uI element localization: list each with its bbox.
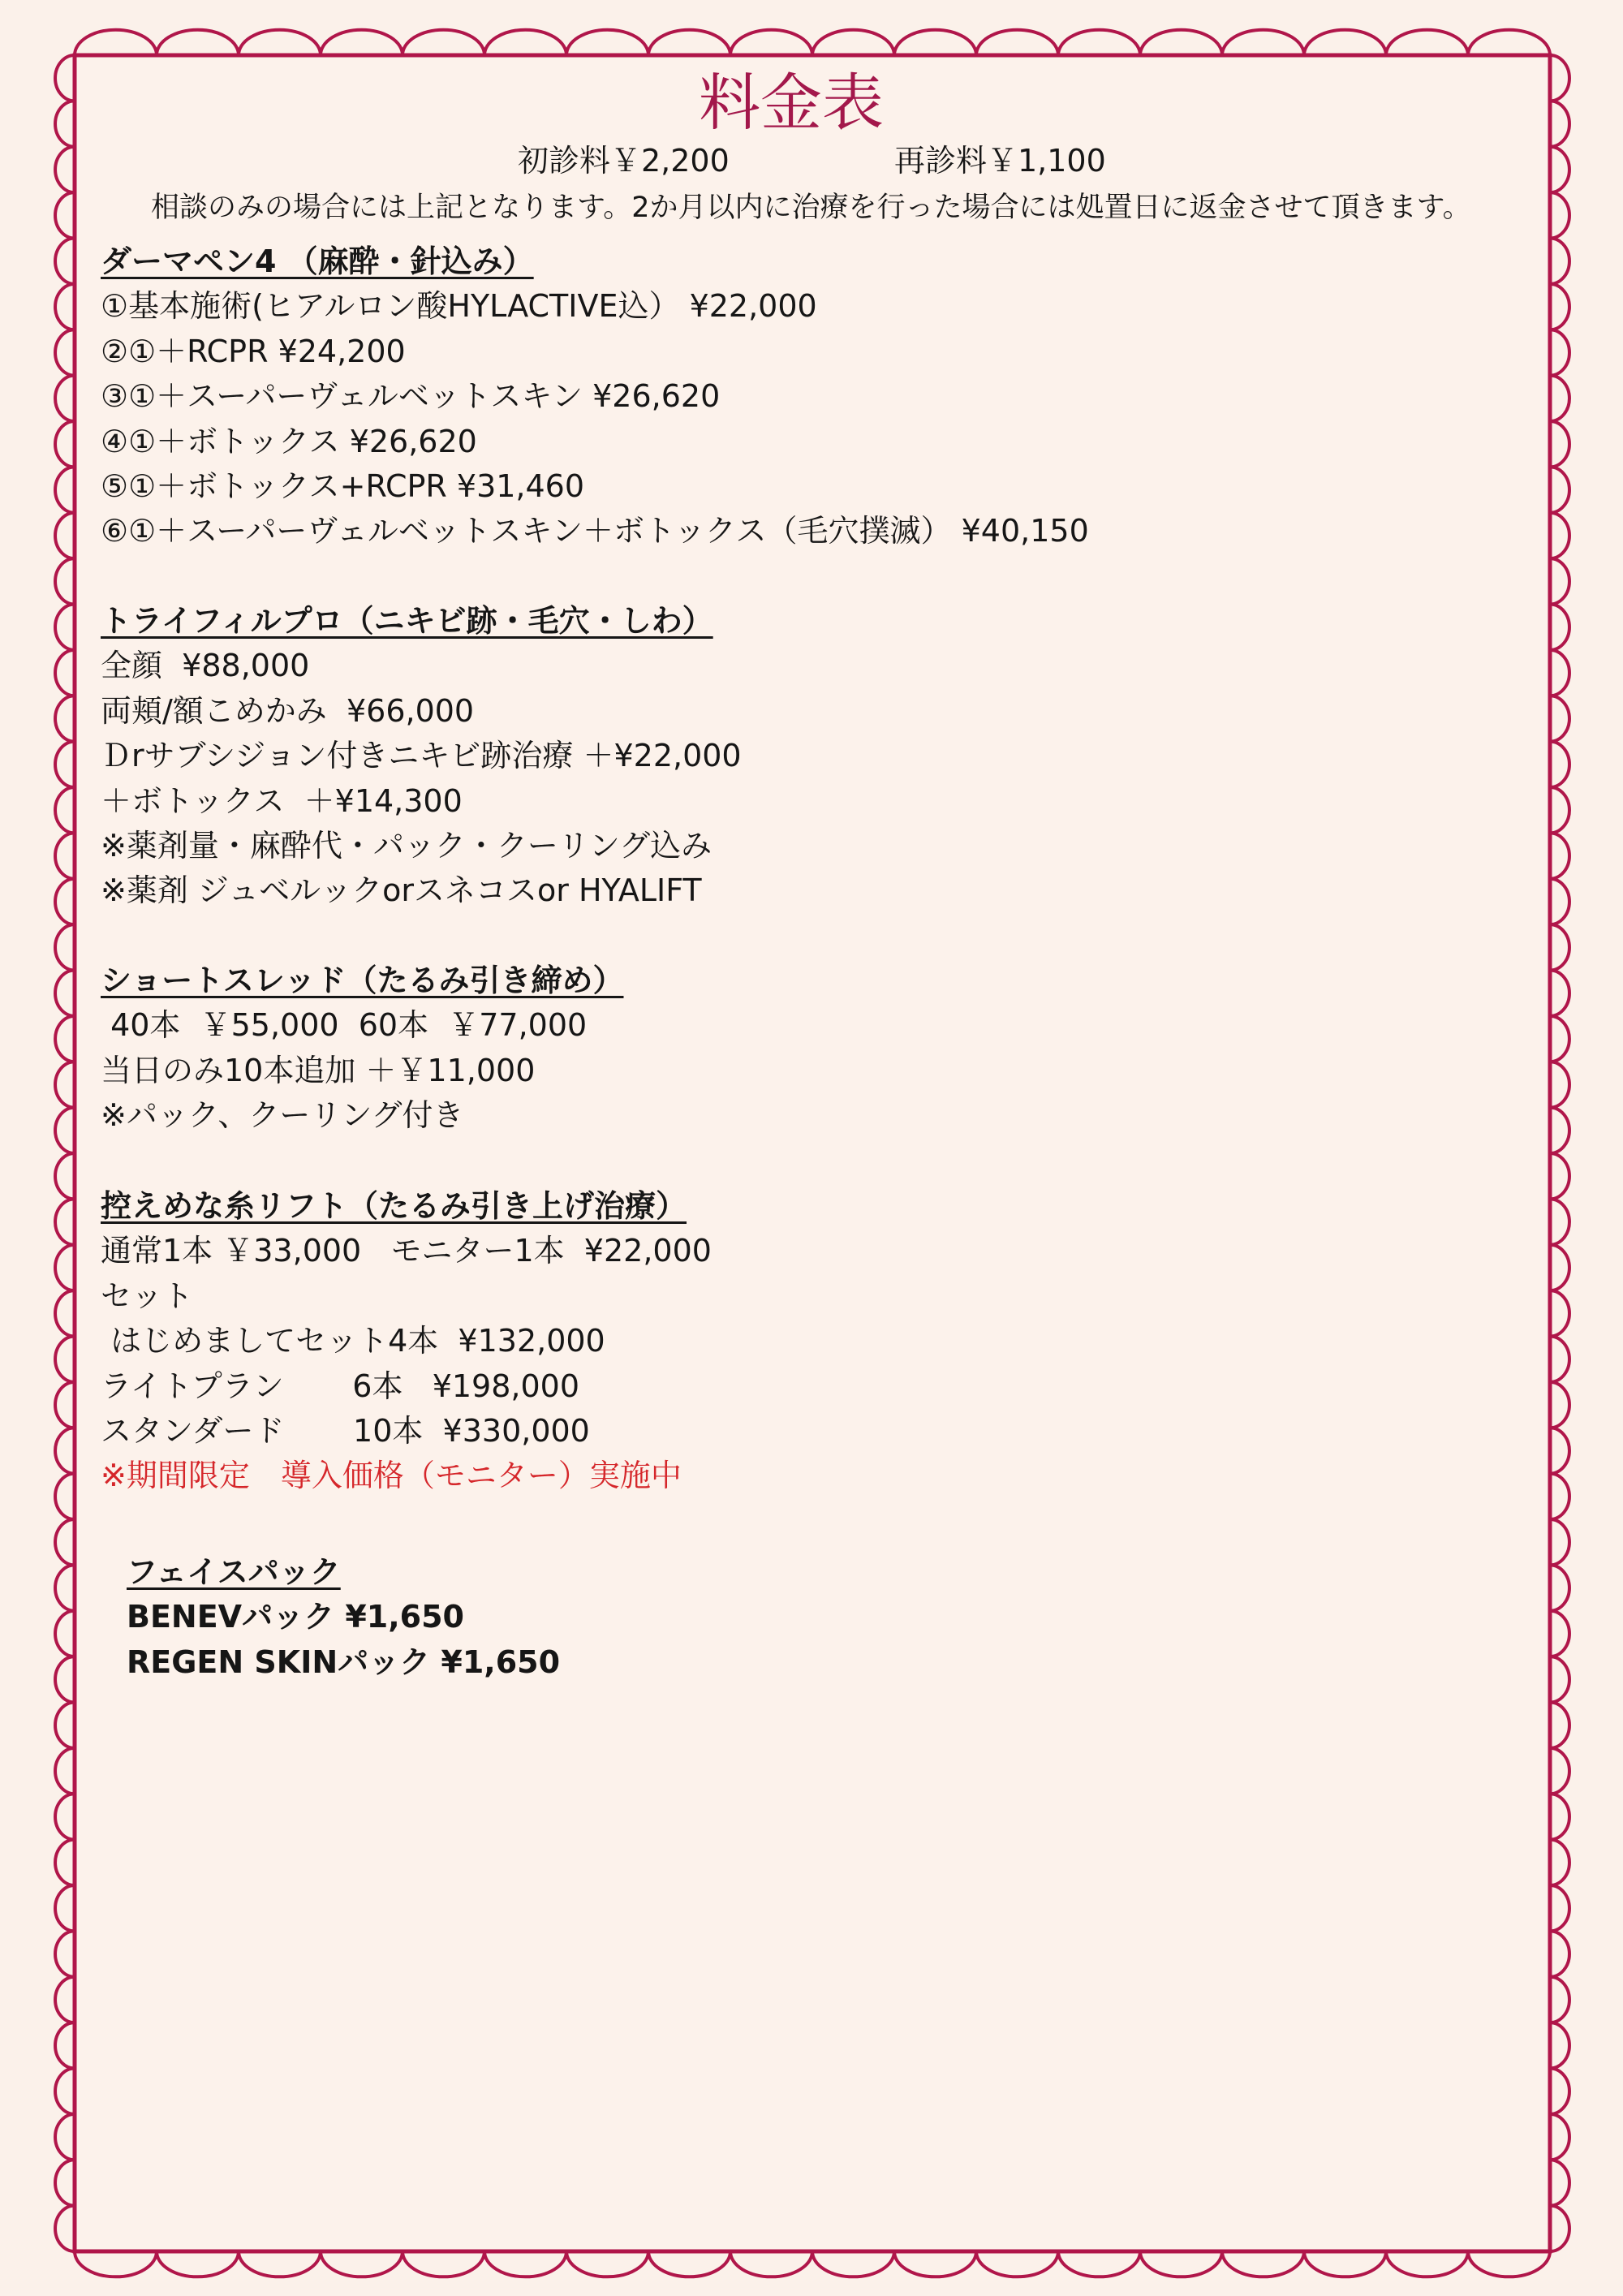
- section-heading: ダーマペン4 （麻酔・針込み）: [101, 243, 534, 279]
- price-item: 当日のみ10本追加 ＋￥11,000: [101, 1052, 536, 1088]
- face-pack-section: [127, 1550, 560, 1685]
- price-item: ③①＋スーパーヴェルベットスキン ¥26,620: [101, 378, 721, 415]
- first-visit-fee: 初診料￥2,200: [518, 143, 730, 179]
- price-item: Ｄrサブシジョン付きニキビ跡治療 ＋¥22,000: [101, 738, 742, 774]
- price-item: REGEN SKINパック ¥1,650: [127, 1643, 561, 1680]
- price-item: ※薬剤 ジュベルックorスネコスor HYALIFT: [101, 872, 702, 909]
- section-heading: 控えめな糸リフト（たるみ引き上げ治療）: [101, 1188, 687, 1224]
- price-item: ＋ボトックス ＋¥14,300: [101, 782, 463, 819]
- revisit-fee: 再診料￥1,100: [894, 143, 1106, 179]
- consultation-note: 相談のみの場合には上記となります。2か月以内に治療を行った場合には処置日に返金させて頂きます。: [151, 192, 1471, 224]
- price-item: 両頬/額こめかみ ¥66,000: [101, 692, 475, 729]
- campaign-notice: ※期間限定 導入価格（モニター）実施中: [101, 1458, 682, 1494]
- price-item: 通常1本 ￥33,000 モニター1本 ¥22,000: [101, 1233, 712, 1269]
- price-item: ①基本施術(ヒアルロン酸HYLACTIVE込） ¥22,000: [101, 288, 817, 325]
- section-heading: フェイスパック: [127, 1554, 341, 1590]
- thread-lift-section: [101, 1184, 712, 1499]
- price-item: ※パック、クーリング付き: [101, 1097, 464, 1134]
- price-item: 全顔 ¥88,000: [101, 648, 310, 684]
- price-item: スタンダード 10本 ¥330,000: [101, 1412, 590, 1449]
- price-item: ※薬剤量・麻酔代・パック・クーリング込み: [101, 827, 712, 864]
- price-item: はじめましてセット4本 ¥132,000: [101, 1323, 605, 1359]
- price-item: 40本 ￥55,000 60本 ￥77,000: [101, 1007, 588, 1044]
- section-heading: トライフィルプロ（ニキビ跡・毛穴・しわ）: [101, 603, 713, 639]
- price-item: ⑥①＋スーパーヴェルベットスキン＋ボトックス（毛穴撲滅） ¥40,150: [101, 513, 1089, 549]
- dermapen-section: [101, 239, 1089, 554]
- short-thread-section: [101, 958, 623, 1139]
- page-title: 料金表: [699, 67, 884, 139]
- price-item: セット: [101, 1277, 194, 1314]
- trifill-section: [101, 599, 742, 914]
- price-item: ②①＋RCPR ¥24,200: [101, 333, 406, 369]
- price-item: ライトプラン 6本 ¥198,000: [101, 1368, 580, 1404]
- price-item: ⑤①＋ボトックス+RCPR ¥31,460: [101, 467, 585, 504]
- price-item: BENEVパック ¥1,650: [127, 1599, 464, 1635]
- price-item: ④①＋ボトックス ¥26,620: [101, 423, 477, 459]
- section-heading: ショートスレッド（たるみ引き締め）: [101, 963, 624, 998]
